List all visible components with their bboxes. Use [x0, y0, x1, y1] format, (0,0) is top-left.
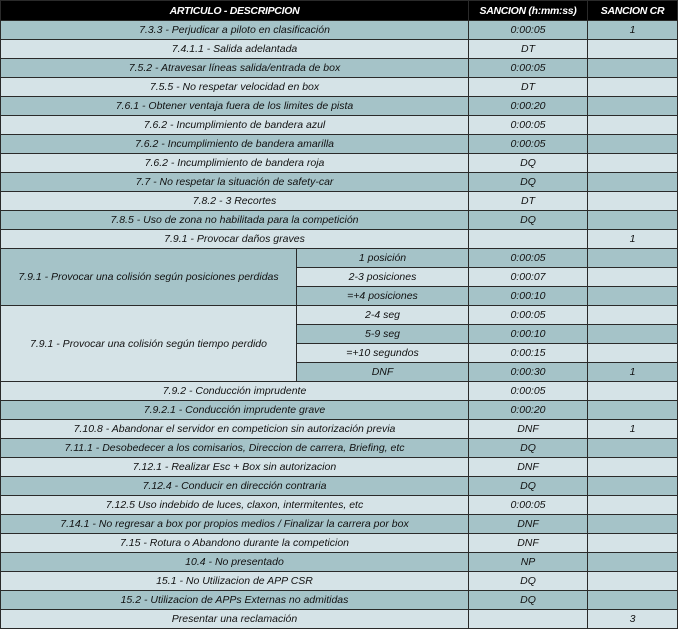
row-description: 7.10.8 - Abandonar el servidor en competicion sin autorización previa — [1, 420, 469, 439]
row-sancion — [469, 610, 588, 629]
row-sancion — [469, 230, 588, 249]
row-sancion-cr — [588, 591, 678, 610]
header-sancion: SANCION (h:mm:ss) — [469, 1, 588, 21]
row-sancion-cr — [588, 515, 678, 534]
row-sancion-cr — [588, 268, 678, 287]
row-sancion-cr: 1 — [588, 363, 678, 382]
row-sancion-cr — [588, 211, 678, 230]
table-row — [1, 420, 678, 439]
row-sub-label: 1 posición — [297, 249, 469, 268]
row-sancion: DT — [469, 78, 588, 97]
row-sancion: 0:00:05 — [469, 135, 588, 154]
row-sancion-cr — [588, 458, 678, 477]
row-sancion: DQ — [469, 477, 588, 496]
row-sancion: 0:00:05 — [469, 116, 588, 135]
table-row — [1, 534, 678, 553]
row-sub-label: 2-3 posiciones — [297, 268, 469, 287]
row-description: 15.1 - No Utilizacion de APP CSR — [1, 572, 469, 591]
row-description: 7.9.1 - Provocar una colisión según tiempo perdido — [1, 306, 297, 382]
row-description: 7.12.4 - Conducir en dirección contraria — [1, 477, 469, 496]
row-sancion-cr — [588, 496, 678, 515]
row-sancion-cr — [588, 382, 678, 401]
row-sancion-cr — [588, 287, 678, 306]
row-sancion-cr — [588, 553, 678, 572]
row-sancion-cr — [588, 572, 678, 591]
table-row — [1, 591, 678, 610]
table-row — [1, 458, 678, 477]
row-description: 7.11.1 - Desobedecer a los comisarios, Direccion de carrera, Briefing, etc — [1, 439, 469, 458]
row-description: 15.2 - Utilizacion de APPs Externas no admitidas — [1, 591, 469, 610]
row-description: 10.4 - No presentado — [1, 553, 469, 572]
row-sancion: DQ — [469, 211, 588, 230]
row-sancion: 0:00:10 — [469, 325, 588, 344]
row-sub-label: 5-9 seg — [297, 325, 469, 344]
row-sub-label: =+4 posiciones — [297, 287, 469, 306]
row-description: 7.7 - No respetar la situación de safety-car — [1, 173, 469, 192]
row-sancion-cr — [588, 477, 678, 496]
row-sancion: 0:00:07 — [469, 268, 588, 287]
table-row — [1, 154, 678, 173]
row-sancion: DNF — [469, 420, 588, 439]
table-row — [1, 515, 678, 534]
row-sancion-cr — [588, 97, 678, 116]
table-row — [1, 135, 678, 154]
row-sancion: 0:00:05 — [469, 306, 588, 325]
table-row — [1, 192, 678, 211]
row-sancion: DQ — [469, 591, 588, 610]
table-row — [1, 477, 678, 496]
row-description: 7.3.3 - Perjudicar a piloto en clasificación — [1, 21, 469, 40]
row-description: 7.12.5 Uso indebido de luces, claxon, intermitentes, etc — [1, 496, 469, 515]
row-sancion-cr: 3 — [588, 610, 678, 629]
table-row — [1, 401, 678, 420]
table-row — [1, 572, 678, 591]
row-sancion-cr — [588, 173, 678, 192]
row-sancion-cr — [588, 192, 678, 211]
row-sancion-cr — [588, 116, 678, 135]
row-sancion-cr: 1 — [588, 420, 678, 439]
row-description: 7.5.5 - No respetar velocidad en box — [1, 78, 469, 97]
row-sub-label: DNF — [297, 363, 469, 382]
row-sancion-cr — [588, 59, 678, 78]
row-sancion-cr — [588, 78, 678, 97]
row-sancion: DNF — [469, 458, 588, 477]
row-sancion-cr — [588, 344, 678, 363]
row-sancion: 0:00:05 — [469, 249, 588, 268]
row-sancion-cr: 1 — [588, 230, 678, 249]
row-description: 7.6.2 - Incumplimiento de bandera amarilla — [1, 135, 469, 154]
row-sancion-cr — [588, 401, 678, 420]
row-description: 7.9.1 - Provocar una colisión según posiciones perdidas — [1, 249, 297, 306]
table-row — [1, 173, 678, 192]
table-row — [1, 610, 678, 629]
table-row — [1, 306, 678, 325]
row-description: 7.9.2 - Conducción imprudente — [1, 382, 469, 401]
table-row — [1, 211, 678, 230]
row-sancion: DT — [469, 40, 588, 59]
row-sancion: 0:00:05 — [469, 382, 588, 401]
row-description: Presentar una reclamación — [1, 610, 469, 629]
row-sancion: DQ — [469, 154, 588, 173]
table-row — [1, 249, 678, 268]
row-description: 7.12.1 - Realizar Esc + Box sin autorizacion — [1, 458, 469, 477]
table-row — [1, 116, 678, 135]
row-sub-label: =+10 segundos — [297, 344, 469, 363]
table-row — [1, 97, 678, 116]
row-sancion-cr — [588, 40, 678, 59]
row-sancion-cr — [588, 249, 678, 268]
row-sancion: NP — [469, 553, 588, 572]
row-sancion: 0:00:20 — [469, 401, 588, 420]
row-sancion: 0:00:05 — [469, 21, 588, 40]
row-sancion: DQ — [469, 572, 588, 591]
header-row — [1, 1, 678, 21]
header-desc: ARTICULO - DESCRIPCION — [1, 1, 469, 21]
row-description: 7.14.1 - No regresar a box por propios medios / Finalizar la carrera por box — [1, 515, 469, 534]
row-sancion-cr — [588, 534, 678, 553]
row-sancion-cr — [588, 325, 678, 344]
table-row — [1, 59, 678, 78]
row-description: 7.9.2.1 - Conducción imprudente grave — [1, 401, 469, 420]
table-row — [1, 496, 678, 515]
row-description: 7.8.2 - 3 Recortes — [1, 192, 469, 211]
row-sancion: 0:00:05 — [469, 59, 588, 78]
row-sancion-cr — [588, 154, 678, 173]
row-description: 7.9.1 - Provocar daños graves — [1, 230, 469, 249]
table-row — [1, 553, 678, 572]
row-sancion: 0:00:05 — [469, 496, 588, 515]
table-row — [1, 439, 678, 458]
row-sancion: DNF — [469, 515, 588, 534]
row-description: 7.8.5 - Uso de zona no habilitada para la competición — [1, 211, 469, 230]
row-description: 7.15 - Rotura o Abandono durante la competicion — [1, 534, 469, 553]
row-description: 7.6.2 - Incumplimiento de bandera roja — [1, 154, 469, 173]
row-sancion: DQ — [469, 439, 588, 458]
row-sancion-cr: 1 — [588, 21, 678, 40]
row-description: 7.6.2 - Incumplimiento de bandera azul — [1, 116, 469, 135]
row-description: 7.4.1.1 - Salida adelantada — [1, 40, 469, 59]
row-sancion-cr — [588, 439, 678, 458]
table-body — [1, 21, 678, 629]
row-sancion: 0:00:10 — [469, 287, 588, 306]
row-sancion: DT — [469, 192, 588, 211]
row-sancion: 0:00:20 — [469, 97, 588, 116]
table-row — [1, 382, 678, 401]
row-sancion-cr — [588, 135, 678, 154]
row-sancion: 0:00:30 — [469, 363, 588, 382]
table-row — [1, 78, 678, 97]
table-row — [1, 230, 678, 249]
table-row — [1, 21, 678, 40]
row-sancion: DQ — [469, 173, 588, 192]
row-description: 7.5.2 - Atravesar líneas salida/entrada de box — [1, 59, 469, 78]
row-description: 7.6.1 - Obtener ventaja fuera de los limites de pista — [1, 97, 469, 116]
header-cr: SANCION CR — [588, 1, 678, 21]
row-sancion: 0:00:15 — [469, 344, 588, 363]
row-sancion: DNF — [469, 534, 588, 553]
row-sancion-cr — [588, 306, 678, 325]
table-row — [1, 40, 678, 59]
row-sub-label: 2-4 seg — [297, 306, 469, 325]
